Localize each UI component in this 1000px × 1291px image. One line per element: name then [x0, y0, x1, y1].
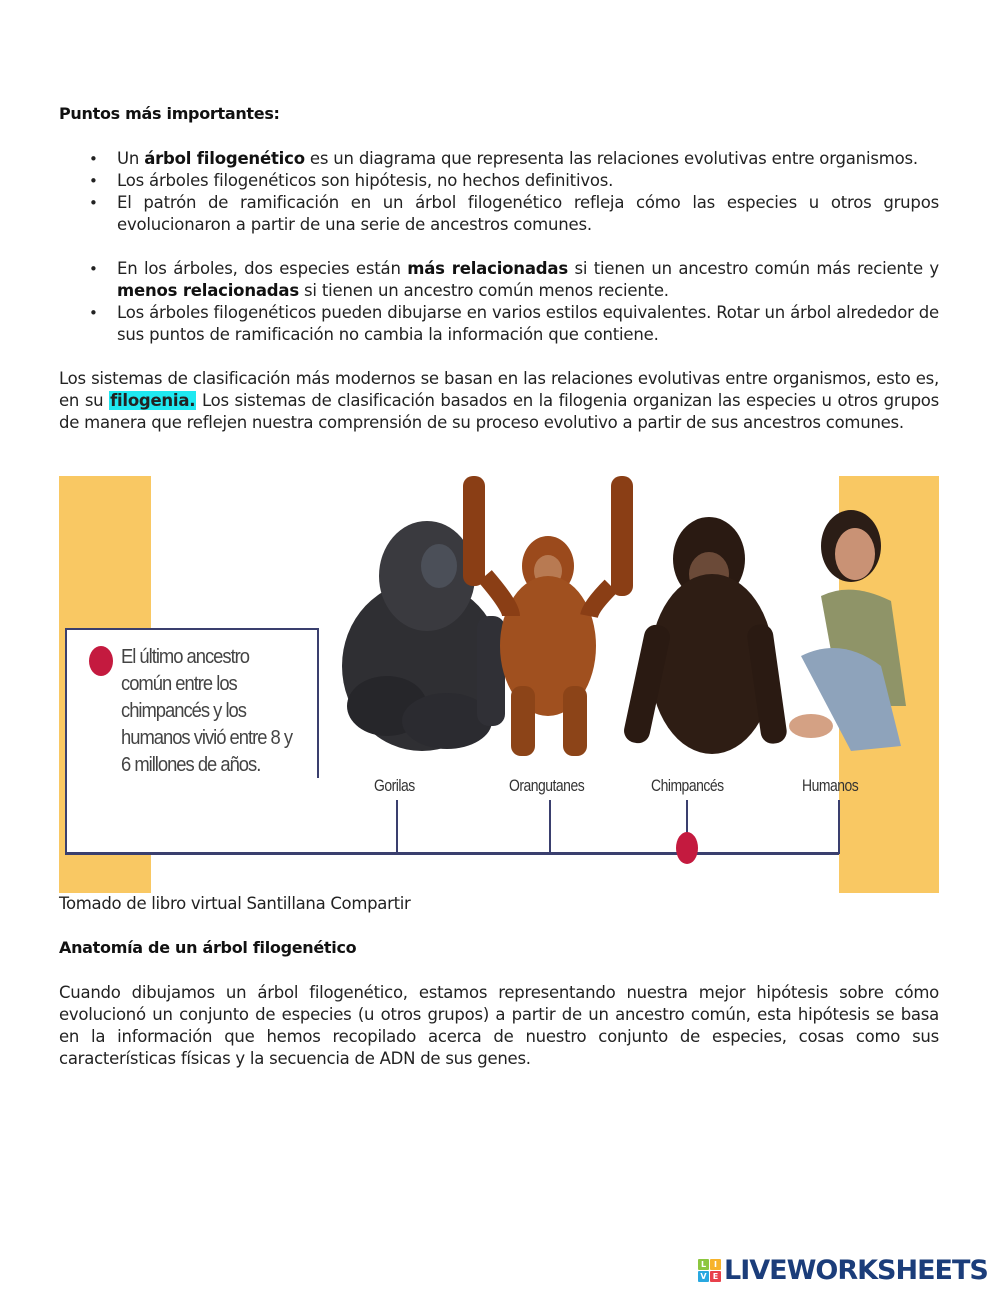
logo-icon: L I V E	[698, 1259, 721, 1282]
tree-branch-orangutanes	[549, 800, 551, 854]
orangutan-image	[451, 476, 651, 761]
callout-border	[317, 628, 319, 778]
phylogeny-figure	[59, 476, 939, 893]
chimpanzee-image	[624, 504, 794, 764]
key-points-heading: Puntos más importantes:	[59, 104, 280, 123]
species-label-humanos: Humanos	[802, 776, 859, 795]
anatomy-paragraph: Cuando dibujamos un árbol filogenético, estamos representando nuestra mejor hipótesis sobre cómo evolucionó un conjunto de especies (u otros grupos) a partir de un ancestro común, esta hipótesis se basa en la información que hemos recopilado acerca de nuestro conjunto de especies, cosas como sus características físicas y la secuencia de ADN de sus genes.	[59, 983, 939, 1068]
species-label-chimpances: Chimpancés	[651, 776, 724, 795]
human-image	[781, 506, 921, 766]
anatomy-heading: Anatomía de un árbol filogenético	[59, 938, 357, 957]
logo-text: LIVEWORKSHEETS	[724, 1254, 988, 1286]
figure-caption: Tomado de libro virtual Santillana Compartir	[59, 894, 411, 913]
species-label-orangutanes: Orangutanes	[509, 776, 585, 795]
bullet-item: • Un árbol filogenético es un diagrama que representa las relaciones evolutivas entre organismos.	[59, 148, 939, 170]
bullet-item: • Los árboles filogenéticos pueden dibujarse en varios estilos equivalentes. Rotar un árbol alrededor de sus puntos de ramificación no cambia la información que contiene.	[59, 302, 939, 346]
tree-branch-humanos	[838, 800, 840, 854]
key-points-list-b	[59, 258, 939, 346]
key-points-list-a	[59, 148, 939, 236]
common-ancestor-node	[676, 832, 698, 864]
classification-paragraph: Los sistemas de clasificación más modernos se basan en las relaciones evolutivas entre organismos, esto es, en su filogenia. Los sistemas de clasificación basados en la filogenia organizan las especies u otros grupos de manera que reflejen nuestra comprensión de su proceso evolutivo a partir de sus ancestros comunes.	[59, 369, 939, 432]
species-label-gorilas: Gorilas	[374, 776, 415, 795]
tree-baseline	[65, 852, 839, 855]
callout-text: El último ancestro común entre los chimpancés y los humanos vivió entre 8 y 6 millones de años.	[121, 646, 293, 776]
bullet-item: • Los árboles filogenéticos son hipótesis, no hechos definitivos.	[59, 170, 939, 192]
ancestor-marker-icon	[89, 646, 113, 676]
highlighted-term: filogenia.	[110, 391, 196, 410]
tree-branch-gorilas	[396, 800, 398, 854]
liveworksheets-logo[interactable]	[698, 1256, 988, 1284]
bullet-item: • El patrón de ramificación en un árbol filogenético refleja cómo las especies u otros grupos evolucionaron a partir de una serie de ancestros comunes.	[59, 192, 939, 236]
bullet-item: • En los árboles, dos especies están más relacionadas si tienen un ancestro común más reciente y menos relacionadas si tienen un ancestro común menos reciente.	[59, 258, 939, 302]
